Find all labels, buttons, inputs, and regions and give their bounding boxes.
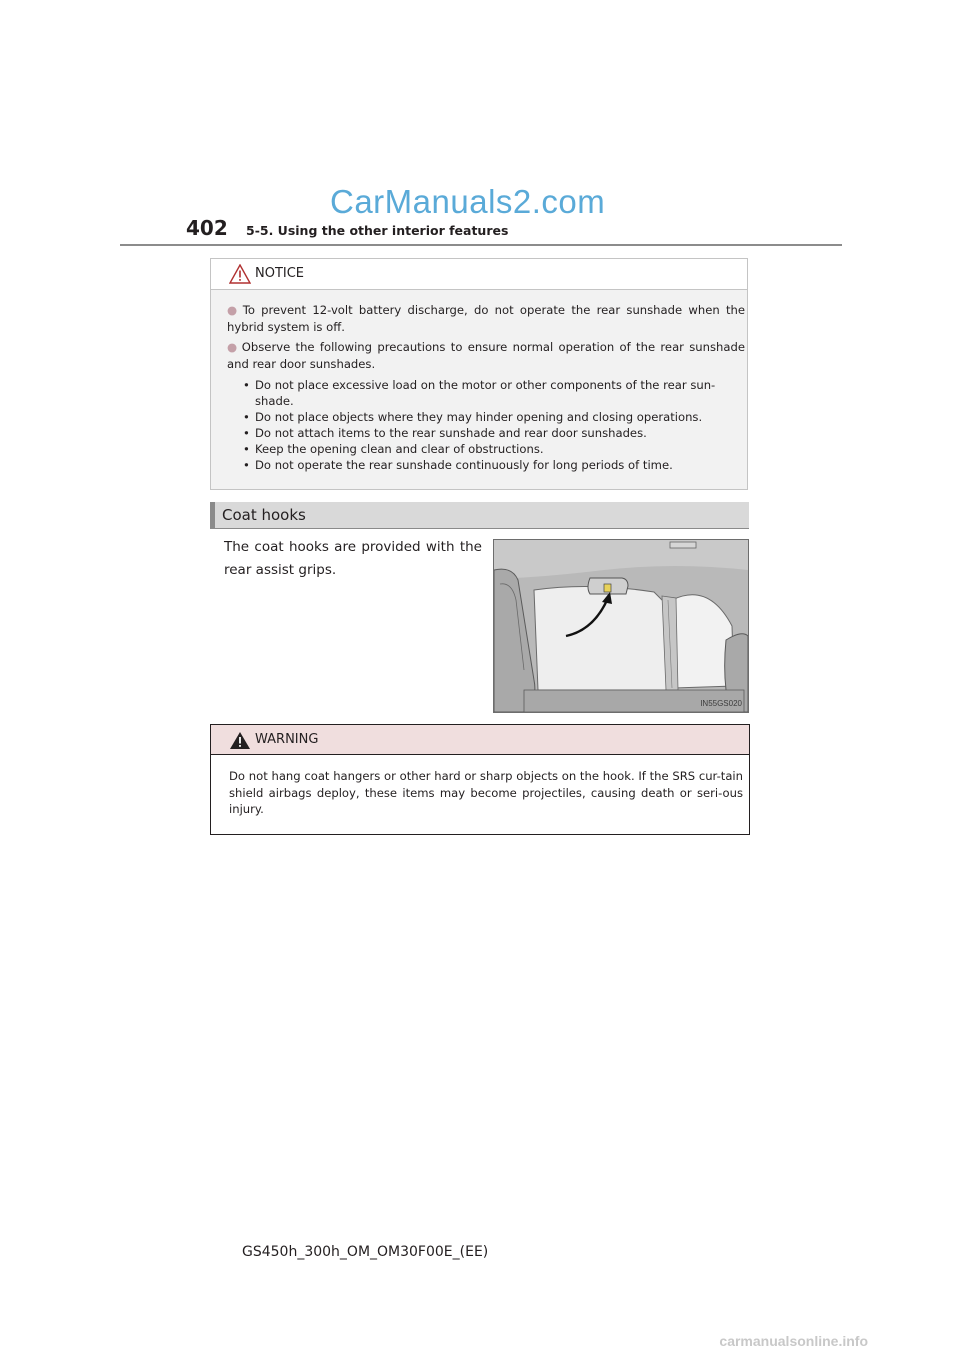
sub-bullet-icon: • bbox=[243, 426, 250, 440]
sub-bullet-icon: • bbox=[243, 410, 250, 424]
coat-hook-illustration bbox=[493, 539, 749, 713]
notice-sub-text: Keep the opening clean and clear of obstructions. bbox=[255, 442, 544, 456]
footer-model-code: GS450h_300h_OM_OM30F00E_(EE) bbox=[242, 1244, 489, 1260]
section-title: 5-5. Using the other interior features bbox=[246, 223, 509, 238]
notice-bullet bbox=[227, 302, 745, 335]
caution-triangle-icon bbox=[229, 264, 251, 288]
coat-hooks-title: Coat hooks bbox=[222, 506, 306, 524]
notice-sub-text: Do not place excessive load on the motor or other components of the rear sun-shade. bbox=[255, 378, 716, 408]
notice-bullet-text: To prevent 12-volt battery discharge, do not operate the rear sunshade when the hybrid system is off. bbox=[227, 303, 745, 334]
warning-box bbox=[210, 724, 750, 835]
notice-sub-item bbox=[243, 425, 743, 441]
notice-sub-text: Do not attach items to the rear sunshade and rear door sunshades. bbox=[255, 426, 647, 440]
car-interior-icon bbox=[494, 540, 748, 712]
warning-header bbox=[211, 725, 749, 755]
watermark-carmanualsonline: carmanualsonline.info bbox=[719, 1333, 868, 1349]
heading-underline bbox=[210, 528, 749, 529]
warning-label: WARNING bbox=[255, 732, 319, 747]
notice-label: NOTICE bbox=[255, 266, 305, 281]
sub-bullet-icon: • bbox=[243, 458, 250, 472]
notice-sub-item bbox=[243, 409, 743, 425]
coat-hooks-description: The coat hooks are provided with the rear assist grips. bbox=[224, 539, 482, 578]
notice-sub-text: Do not operate the rear sunshade continuously for long periods of time. bbox=[255, 458, 673, 472]
notice-sub-item bbox=[243, 377, 743, 409]
notice-sub-item bbox=[243, 441, 743, 457]
header-divider bbox=[120, 244, 842, 246]
notice-header bbox=[211, 259, 747, 290]
notice-sub-text: Do not place objects where they may hinder opening and closing operations. bbox=[255, 410, 703, 424]
warning-text: Do not hang coat hangers or other hard or sharp objects on the hook. If the SRS cur-tain shield airbags deploy, these items may become projectiles, causing death or seri-ous injury. bbox=[229, 769, 743, 816]
notice-bullet bbox=[227, 339, 745, 372]
notice-sub-item bbox=[243, 457, 743, 473]
warning-triangle-icon bbox=[229, 731, 251, 754]
coat-hooks-heading bbox=[210, 502, 749, 528]
bullet-dot-icon: ● bbox=[227, 340, 239, 354]
heading-accent-bar bbox=[210, 502, 215, 528]
sub-bullet-icon: • bbox=[243, 442, 250, 456]
notice-body bbox=[211, 290, 747, 489]
bullet-dot-icon: ● bbox=[227, 303, 240, 317]
watermark-carmanuals2: CarManuals2.com bbox=[330, 183, 606, 220]
notice-box bbox=[210, 258, 748, 490]
figure-code: IN55GS020 bbox=[700, 699, 742, 708]
sub-bullet-icon: • bbox=[243, 378, 250, 392]
notice-bullet-text: Observe the following precautions to ensure normal operation of the rear sunshade and rear door sunshades. bbox=[227, 340, 745, 371]
page-number: 402 bbox=[186, 216, 228, 240]
